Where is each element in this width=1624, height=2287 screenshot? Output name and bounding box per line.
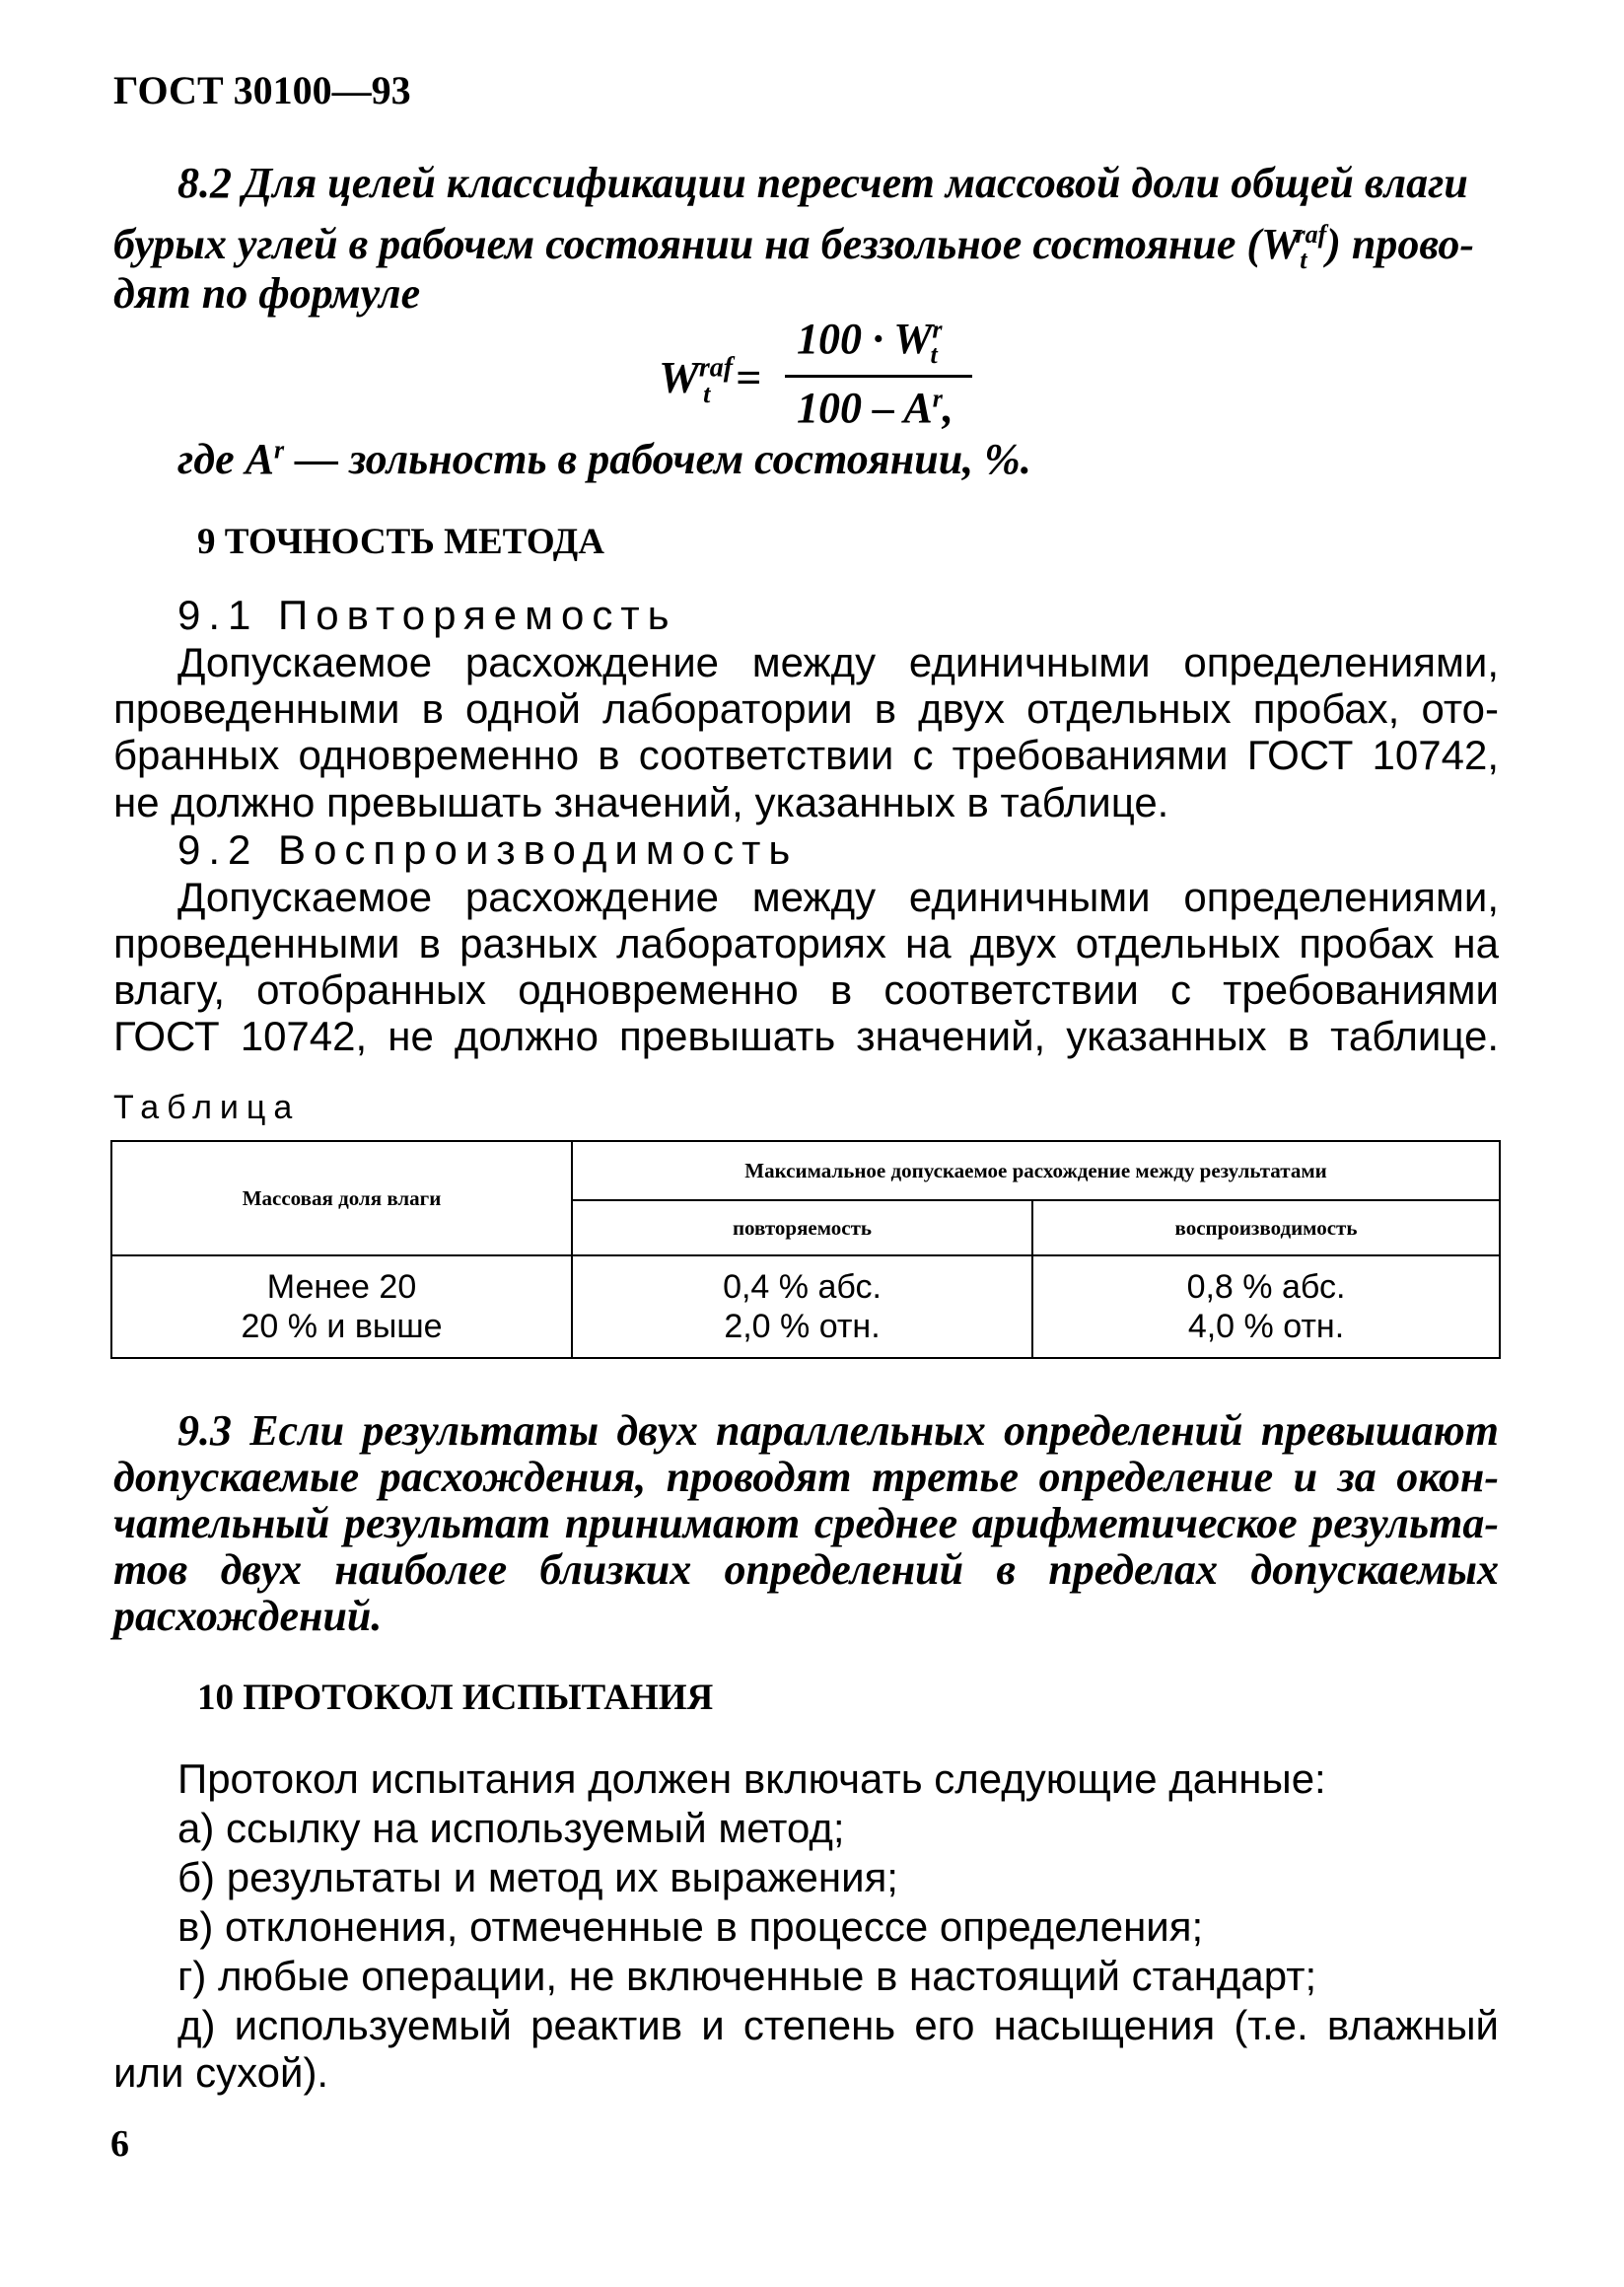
p82-line-2 (113, 219, 1474, 275)
moisture-row-1: Менее 20 (266, 1268, 417, 1306)
subheader-reproducibility: воспроизводимость (1032, 1200, 1500, 1255)
document-header: ГОСТ 30100—93 (113, 68, 411, 112)
p93-line-1-text: 9.3 Если результаты двух параллельных определений превышают (177, 1406, 1499, 1455)
p93-line-5: расхождений. (113, 1592, 383, 1640)
where-b: — зольность в рабочем состоянии, %. (284, 435, 1031, 483)
formula-num-text: 100 · W (797, 315, 933, 363)
s10-intro: Протокол испытания должен включать следующие данные: (177, 1755, 1326, 1802)
s92-line-3-text: влагу, отобранных одновременно в соответствии с требованиями (113, 966, 1499, 1013)
repeat-row-1: 0,4 % абс. (723, 1268, 882, 1306)
p93-line-2 (113, 1452, 1499, 1502)
formula-den-text: 100 – A (797, 384, 933, 432)
s10-item-g: г) любые операции, не включенные в настоящий стандарт; (177, 1953, 1317, 1999)
p93-line-4-text: тов двух наиболее близких определений в пределах допускаемых (113, 1545, 1499, 1594)
s92-line-4-text: ГОСТ 10742, не должно превышать значений, указанных в таблице. (113, 1013, 1499, 1059)
tolerance-table (110, 1140, 1501, 1359)
subheader-repeatability: повторяемость (572, 1200, 1032, 1255)
s10-item-b: б) результаты и метод их выражения; (177, 1854, 898, 1900)
page-number: 6 (110, 2123, 129, 2165)
formula-numerator (797, 314, 943, 370)
cell-reproducibility (1032, 1255, 1500, 1358)
col-moisture-header: Массовая доля влаги (111, 1141, 572, 1255)
s91-line-3 (113, 732, 1499, 779)
p82-line-2-tail: ) прово- (1326, 220, 1475, 268)
section-10-title: 10 ПРОТОКОЛ ИСПЫТАНИЯ (197, 1678, 714, 1718)
s92-line-2-text: проведенными в разных лабораториях на двух отдельных пробах на (113, 920, 1499, 966)
formula-lhs (659, 351, 761, 409)
s92-line-2 (113, 920, 1499, 967)
s92-line-4 (113, 1013, 1499, 1060)
s92-line-1-text: Допускаемое расхождение между единичными определениями, (177, 874, 1499, 920)
reprod-row-1: 0,8 % абс. (1186, 1268, 1346, 1306)
s10-item-d (177, 2002, 1499, 2049)
section-9-2-heading: 9.2 Воспроизводимость (177, 826, 799, 873)
s91-line-1 (177, 639, 1499, 686)
s10-item-v: в) отклонения, отмеченные в процессе определения; (177, 1903, 1204, 1950)
group-header: Максимальное допускаемое расхождение между результатами (572, 1141, 1500, 1200)
p82-line-2-sup: raf (1295, 220, 1327, 250)
p93-line-3 (113, 1498, 1499, 1548)
section-9-1-heading: 9.1 Повторяемость (177, 592, 677, 638)
cell-repeatability (572, 1255, 1032, 1358)
formula-equals: = (735, 352, 762, 402)
formula-lhs-sup: raf (698, 352, 734, 384)
p93-line-4 (113, 1544, 1499, 1595)
s91-line-3-text: бранных одновременно в соответствии с требованиями ГОСТ 10742, (113, 732, 1499, 778)
where-sup: r (273, 435, 285, 465)
formula-fraction-bar (785, 375, 972, 378)
table-header-row-1 (111, 1141, 1500, 1200)
moisture-row-2: 20 % и выше (241, 1308, 443, 1345)
s10-last-line: или сухой). (113, 2049, 329, 2096)
formula-lhs-base: W (659, 352, 699, 402)
p93-line-2-text: допускаемые расхождения, проводят третье определение и за окон- (113, 1453, 1499, 1501)
section-9-title: 9 ТОЧНОСТЬ МЕТОДА (197, 522, 604, 562)
s91-line-2-text: проведенными в одной лаборатории в двух отдельных пробах, ото- (113, 685, 1499, 732)
repeat-row-2: 2,0 % отн. (724, 1308, 881, 1345)
moisture-formula (659, 314, 994, 442)
cell-moisture (111, 1255, 572, 1358)
s10-item-d-text: д) используемый реактив и степень его насыщения (т.е. влажный (177, 2002, 1499, 2048)
formula-lhs-sub: t (703, 380, 711, 409)
formula-num-sub: t (930, 339, 938, 369)
formula-trailing-comma: , (942, 384, 953, 432)
formula-denominator (797, 383, 953, 433)
s10-item-a: а) ссылку на используемый метод; (177, 1805, 845, 1851)
s92-line-1 (177, 874, 1499, 921)
s91-line-2 (113, 685, 1499, 733)
s92-line-3 (113, 966, 1499, 1014)
p82-line-1: 8.2 Для целей классификации пересчет массовой доли общей влаги (177, 159, 1468, 207)
formula-where-line (177, 434, 1031, 484)
p82-line-2-sub: t (1300, 245, 1307, 274)
reprod-row-2: 4,0 % отн. (1187, 1308, 1345, 1345)
p82-line-3: дят по формуле (113, 269, 421, 318)
formula-num-sup: r (932, 315, 943, 344)
table-caption: Таблица (113, 1089, 301, 1126)
s91-line-1-text: Допускаемое расхождение между единичными определениями, (177, 639, 1499, 685)
p93-line-1 (177, 1405, 1499, 1456)
s91-line-4: не должно превышать значений, указанных в таблице. (113, 779, 1169, 825)
where-a: где A (177, 435, 274, 483)
p93-line-3-text: чательный результат принимают среднее арифметическое результа- (113, 1499, 1499, 1547)
formula-den-sup: r (932, 384, 943, 413)
p82-line-2-text: бурых углей в рабочем состоянии на беззольное состояние (W (113, 220, 1301, 268)
table-body-row (111, 1255, 1500, 1358)
